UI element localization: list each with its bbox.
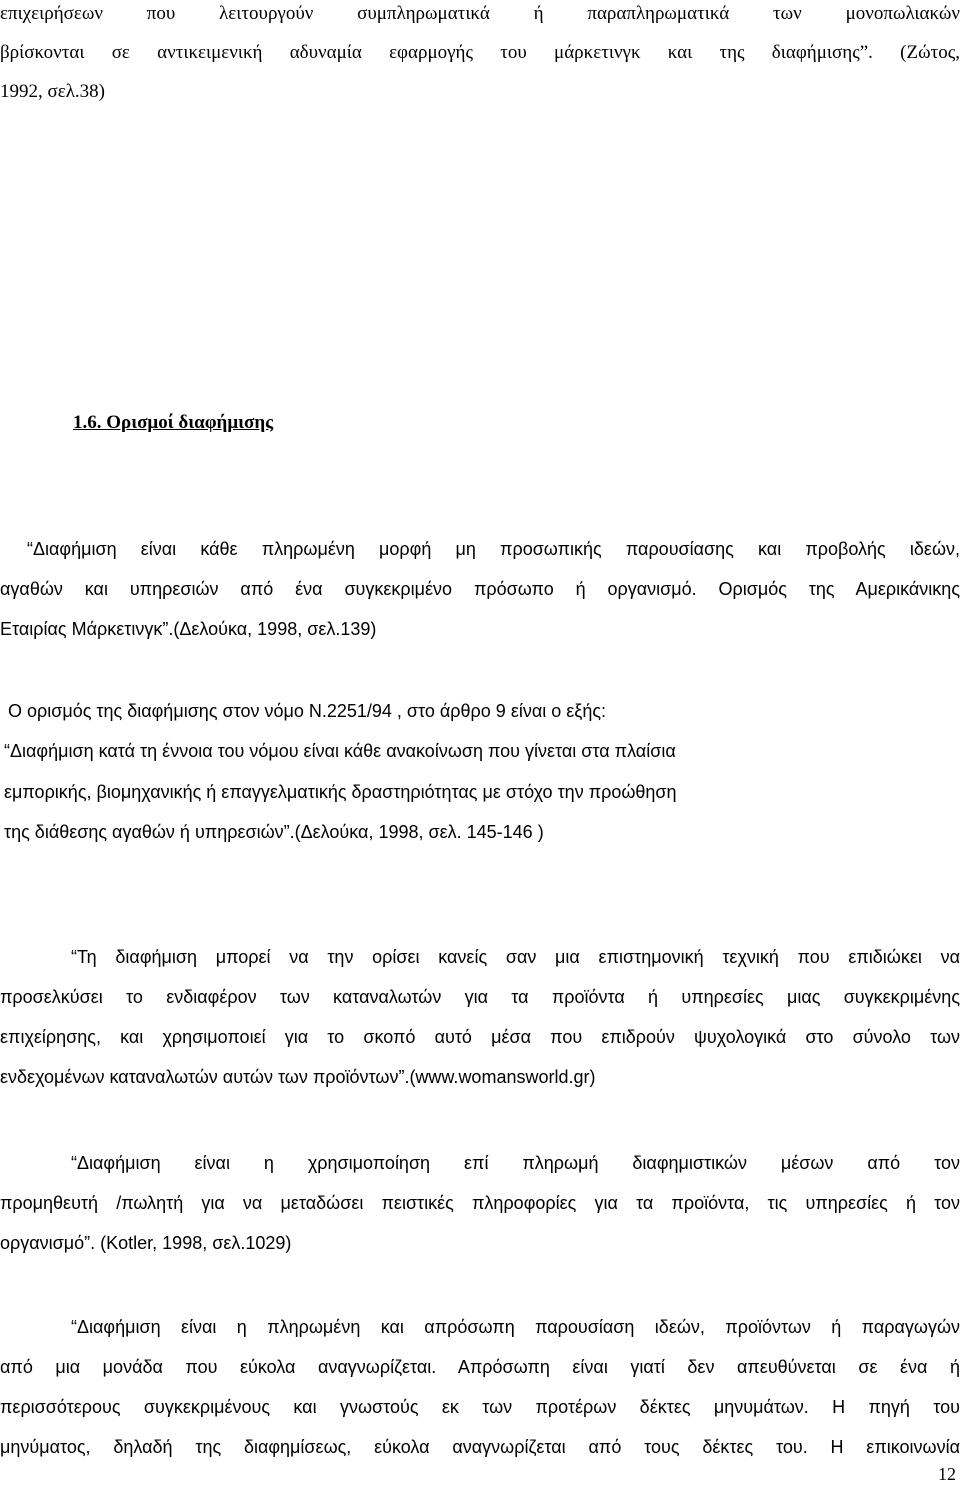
para2-line-3: εμπορικής, βιομηχανικής ή επαγγελματικής δραστηριότητας με στόχο την προώθηση	[4, 782, 677, 802]
para2-line-1: Ο ορισμός της διαφήμισης στον νόμο Ν.2251/94 , στο άρθρο 9 είναι ο εξής:	[8, 701, 607, 721]
para5-line-1: “Διαφήμιση είναι η πληρωμένη και απρόσωπη παρουσίαση ιδεών, προϊόντων ή παραγωγών	[71, 1317, 960, 1337]
para4-line-2: προμηθευτή /πωλητή για να μεταδώσει πειστικές πληροφορίες για τα προϊόντα, τις υπηρεσίες ή τον	[0, 1193, 960, 1213]
para3-line-1: “Τη διαφήμιση μπορεί να την ορίσει κανείς σαν μια επιστημονική τεχνική που επιδιώκει να	[71, 947, 960, 967]
para3-line-2: προσελκύσει το ενδιαφέρον των καταναλωτών για τα προϊόντα ή υπηρεσίες μιας συγκεκριμένης	[0, 987, 960, 1007]
para2-line-2: “Διαφήμιση κατά τη έννοια του νόμου είναι κάθε ανακοίνωση που γίνεται στα πλαίσια	[4, 741, 676, 761]
para5-line-3: περισσότερους συγκεκριμένους και γνωστούς εκ των προτέρων δέκτες μηνυμάτων. Η πηγή του	[0, 1397, 960, 1417]
para5-line-2: από μια μονάδα που εύκολα αναγνωρίζεται. Απρόσωπη είναι γιατί δεν απευθύνεται σε ένα ή	[0, 1357, 960, 1377]
para3-line-4: ενδεχομένων καταναλωτών αυτών των προϊόντων”.(www.womansworld.gr)	[0, 1067, 596, 1087]
intro-line-2: βρίσκονται σε αντικειμενική αδυναμία εφαρμογής του μάρκετινγκ και της διαφήμισης”. (Ζώτος,	[0, 42, 960, 63]
para3-line-3: επιχείρησης, και χρησιμοποιεί για το σκοπό αυτό μέσα που επιδρούν ψυχολογικά στο σύνολο των	[0, 1027, 960, 1047]
para2-line-4: της διάθεσης αγαθών ή υπηρεσιών”.(Δελούκα, 1998, σελ. 145-146 )	[4, 822, 544, 842]
para1-line-3: Εταιρίας Μάρκετινγκ”.(Δελούκα, 1998, σελ.139)	[0, 619, 377, 639]
intro-line-1: επιχειρήσεων που λειτουργούν συμπληρωματικά ή παραπληρωματικά των μονοπωλιακών	[0, 3, 960, 24]
page-number: 12	[938, 1464, 956, 1484]
section-heading: 1.6. Ορισμοί διαφήμισης	[73, 412, 274, 433]
para1-line-2: αγαθών και υπηρεσιών από ένα συγκεκριμένο πρόσωπο ή οργανισμό. Ορισμός της Αμερικάνικης	[0, 579, 960, 599]
para5-line-4: μηνύματος, δηλαδή της διαφημίσεως, εύκολα αναγνωρίζεται από τους δέκτες του. Η επικοινωνία	[0, 1437, 960, 1457]
para4-line-3: οργανισμό”. (Kotler, 1998, σελ.1029)	[0, 1233, 292, 1253]
para1-line-1: “Διαφήμιση είναι κάθε πληρωμένη μορφή μη προσωπικής παρουσίασης και προβολής ιδεών,	[27, 539, 960, 559]
para4-line-1: “Διαφήμιση είναι η χρησιμοποίηση επί πληρωμή διαφημιστικών μέσων από τον	[71, 1153, 960, 1173]
intro-line-3: 1992, σελ.38)	[0, 81, 106, 102]
